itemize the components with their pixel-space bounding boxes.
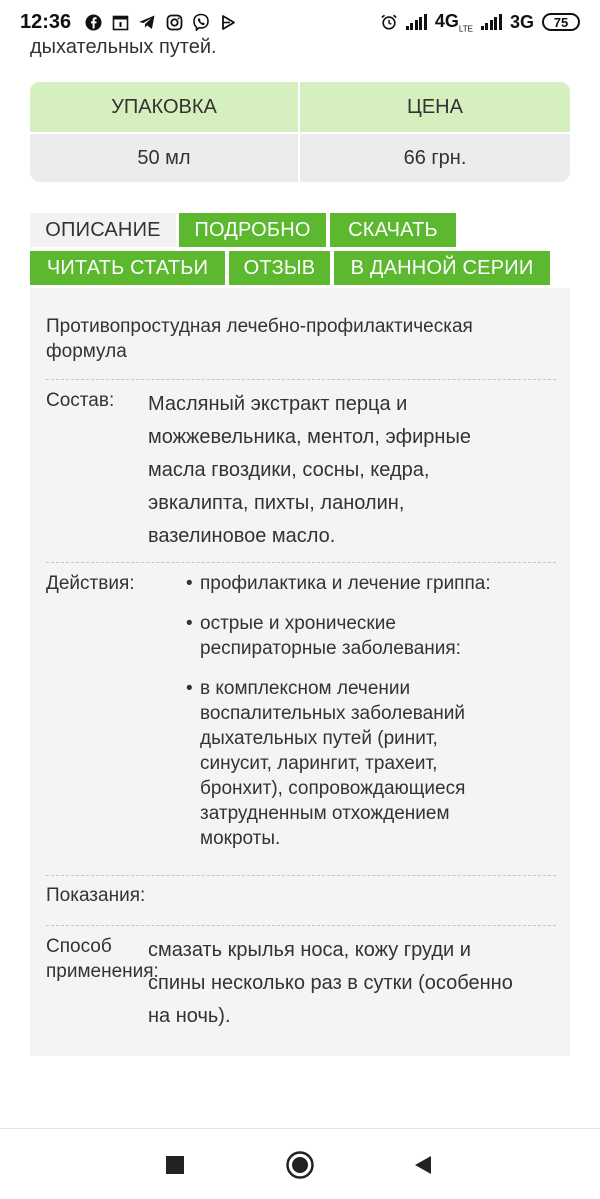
bullet-line: воспалительных заболеваний (200, 703, 465, 724)
bullet-line: • профилактика и лечение гриппа: (200, 573, 491, 594)
tab-download[interactable]: СКАЧАТЬ (330, 213, 456, 247)
home-button[interactable] (282, 1148, 318, 1182)
nav-bar-divider (0, 1128, 600, 1129)
signal-strength-icon (406, 14, 427, 30)
alarm-icon (380, 13, 398, 31)
bullet-line: респираторные заболевания: (200, 638, 461, 659)
intro-line: формула (46, 341, 127, 362)
usage-line: на ночь). (148, 1005, 231, 1027)
tab-in-this-series[interactable]: В ДАННОЙ СЕРИИ (334, 251, 550, 285)
bullet-line: • в комплексном лечении (200, 678, 411, 699)
recents-button[interactable] (160, 1150, 190, 1180)
composition-line: эвкалипта, пихты, ланолин, (148, 492, 405, 514)
tab-details[interactable]: ПОДРОБНО (179, 213, 326, 247)
price-column-header: ЦЕНА (300, 82, 570, 132)
usage-label-line: применения: (46, 961, 159, 982)
status-time: 12:36 (20, 10, 72, 33)
intro-line: Противопростудная лечебно-профилактическая (46, 316, 473, 337)
price-value: 66 грн. (300, 132, 570, 182)
description-panel (30, 288, 570, 1056)
indications-label: Показания: (46, 885, 146, 906)
calendar-icon (111, 13, 129, 31)
divider (46, 562, 556, 563)
facebook-icon (84, 13, 102, 31)
usage-label (46, 934, 159, 984)
composition-line: вазелиновое масло. (148, 525, 336, 547)
bullet-line: затрудненным отхождением (200, 803, 450, 824)
back-button[interactable] (408, 1150, 438, 1180)
composition-line: можжевельника, ментол, эфирные (148, 426, 471, 448)
telegram-icon (138, 13, 156, 31)
bullet-line: бронхит), сопровождающиеся (200, 778, 466, 799)
actions-label: Действия: (46, 573, 135, 594)
composition-line: масла гвоздики, сосны, кедра, (148, 459, 430, 481)
instagram-icon (165, 13, 183, 31)
actions-list-item (186, 676, 546, 851)
package-column-header: УПАКОВКА (30, 82, 300, 132)
divider (46, 875, 556, 876)
bullet-line: синусит, ларингит, трахеит, (200, 753, 438, 774)
usage-line: спины несколько раз в сутки (особенно (148, 972, 513, 994)
tab-description[interactable]: ОПИСАНИЕ (30, 213, 176, 247)
square-icon (165, 1155, 185, 1175)
usage-value (148, 934, 560, 1033)
bullet-line: мокроты. (200, 828, 281, 849)
bullet-line: • острые и хронические (200, 613, 396, 634)
composition-line: Масляный экстракт перца и (148, 393, 408, 415)
bullet-line: дыхательных путей (ринит, (200, 728, 438, 749)
divider (46, 925, 556, 926)
tab-review[interactable]: ОТЗЫВ (229, 251, 330, 285)
viber-icon (192, 13, 210, 31)
product-intro (46, 314, 556, 364)
price-table (30, 82, 570, 182)
composition-value (148, 388, 548, 553)
tab-read-articles[interactable]: ЧИТАТЬ СТАТЬИ (30, 251, 225, 285)
usage-line: смазать крылья носа, кожу груди и (148, 939, 471, 961)
back-triangle-icon (412, 1154, 434, 1176)
actions-list-item (186, 611, 546, 661)
battery-indicator: 75 (542, 13, 580, 31)
previous-text-tail: дыхательных путей. (30, 36, 217, 58)
package-value: 50 мл (30, 132, 300, 182)
usage-label-line: Способ (46, 936, 112, 957)
composition-label: Состав: (46, 390, 115, 411)
signal-strength-2-icon (481, 14, 502, 30)
divider (46, 379, 556, 380)
circle-icon (285, 1150, 315, 1180)
network-type-4g: $4G_{LTE}$ (434, 10, 473, 34)
actions-list-item (186, 571, 546, 596)
play-icon (219, 13, 237, 31)
network-type-3g: 3G (509, 11, 534, 32)
